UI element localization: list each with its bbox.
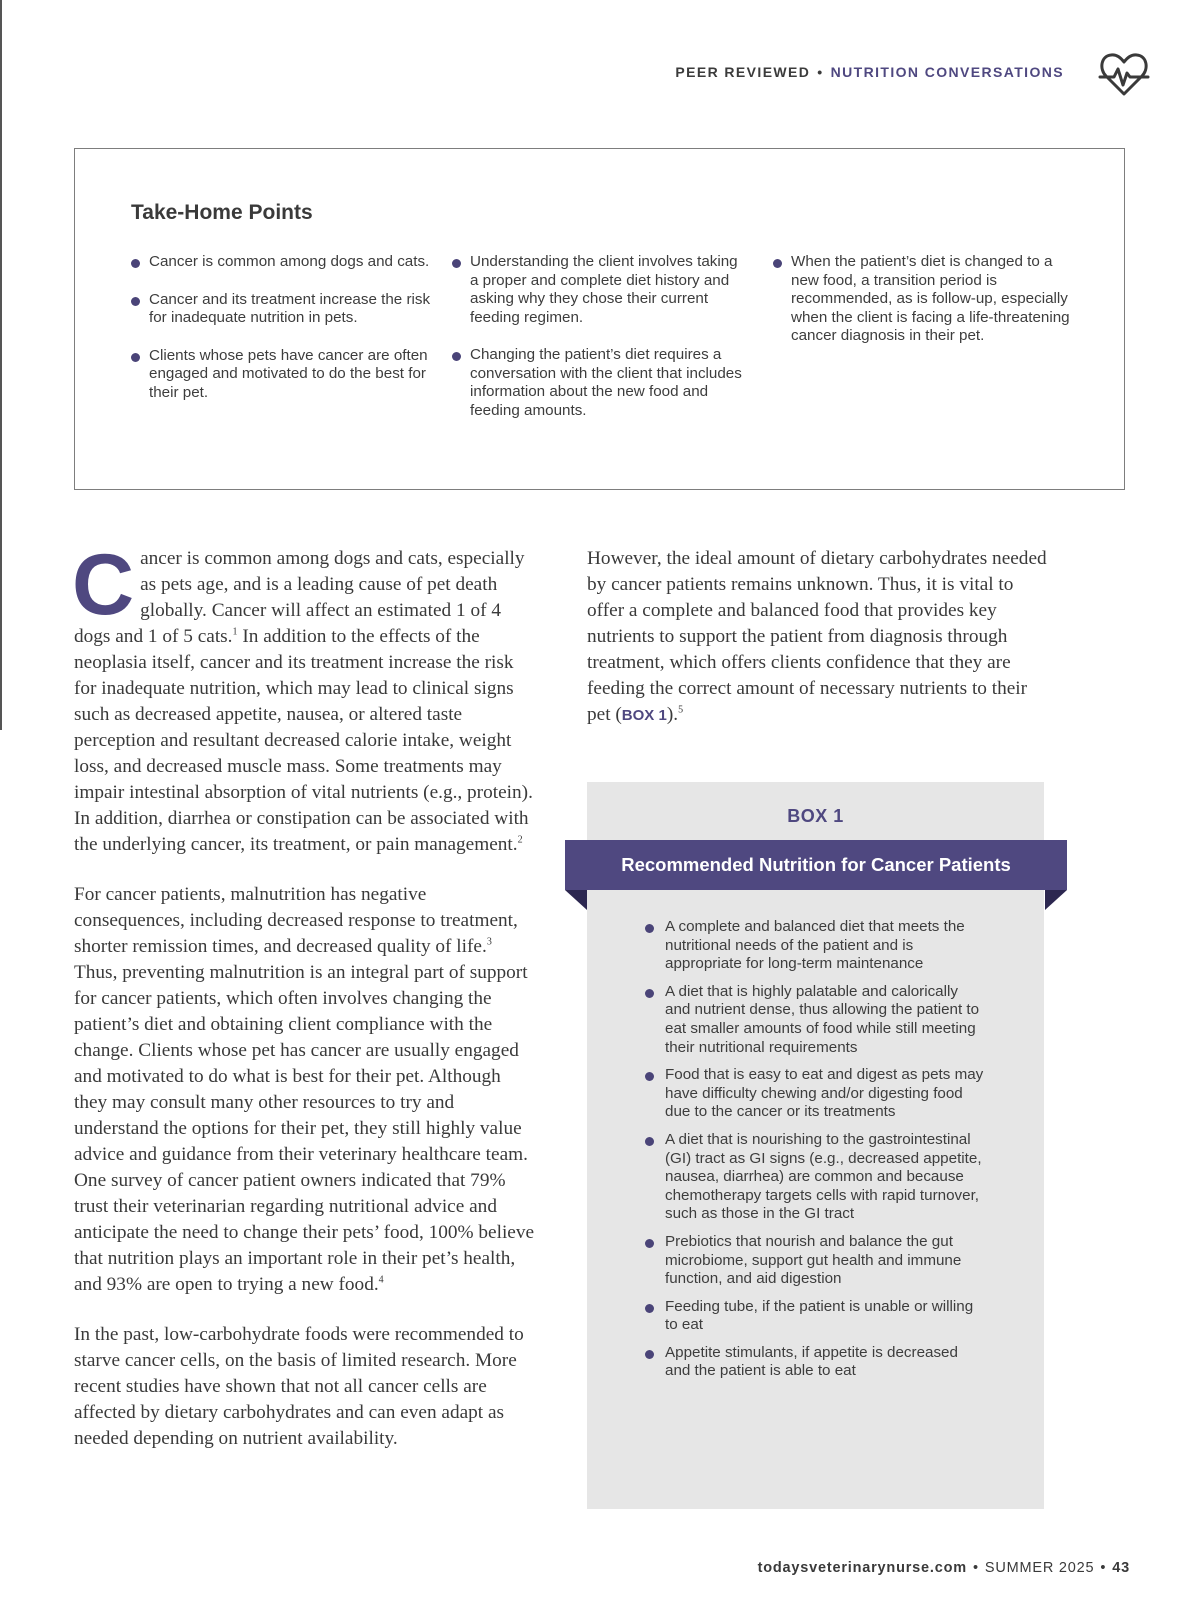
- paragraph-text: In addition to the effects of the neoplasia itself, cancer and its treatment increase the risk for inadequate nutrition, which may lead to clinical signs such as decreased appetite, nausea, or altered taste perception and resultant decreased calorie intake, weight loss, and decreased muscle mass. Some treatments may impair intestinal absorption of vital nutrients (e.g., protein). In addition, diarrhea or constipation can be associated with the underlying cancer, its treatment, or pain management.: [74, 626, 533, 855]
- reference-superscript: 4: [378, 1274, 384, 1286]
- footer-separator: •: [972, 1560, 979, 1576]
- article-paragraph-2: [74, 882, 536, 1298]
- drop-cap: C: [72, 537, 135, 633]
- running-header: [675, 64, 1064, 80]
- page-footer: [758, 1560, 1130, 1576]
- box-1-reference-link[interactable]: BOX 1: [621, 707, 667, 724]
- footer-separator: •: [1100, 1560, 1107, 1576]
- article-paragraph-1: [72, 537, 536, 858]
- paragraph-text: Thus, preventing malnutrition is an integral part of support for cancer patients, which often involves changing the patient’s diet and obtaining client compliance with the change. Clients whose pet has cancer are usually engaged and motivated to do what is best for their pet. Although they may consult many other resources to try and understand the options for their pet, they still highly value advice and guidance from their veterinary healthcare team. One survey of cancer patient owners indicated that 79% trust their veterinarian regarding nutritional advice and anticipate the need to change their pets’ food, 100% believe that nutrition plays an important role in their pet’s health, and 93% are open to trying a new food.: [74, 962, 535, 1295]
- peer-reviewed-label: PEER REVIEWED: [675, 64, 811, 80]
- box-1-list: [645, 918, 985, 1390]
- box-1-item: Prebiotics that nourish and balance the gut microbiome, support gut health and immune function, and aid digestion: [645, 1233, 985, 1289]
- box-1-item: A complete and balanced diet that meets the nutritional needs of the patient and is appropriate for long-term maintenance: [645, 918, 985, 974]
- article-left-column: [72, 537, 536, 1476]
- paragraph-text: For cancer patients, malnutrition has negative consequences, including decreased response to treatment, shorter remission times, and decreased quality of life.: [74, 884, 518, 957]
- box-1-item: Food that is easy to eat and digest as pets may have difficulty chewing and/or digesting food due to the cancer or its treatments: [645, 1066, 985, 1122]
- take-home-points-box: [74, 148, 1125, 490]
- take-home-point: Clients whose pets have cancer are often engaged and motivated to do the best for their pet.: [131, 347, 431, 403]
- box-1-item: A diet that is highly palatable and calorically and nutrient dense, thus allowing the patient to eat smaller amounts of food while still meeting their nutritional requirements: [645, 983, 985, 1057]
- reference-superscript: 2: [517, 834, 523, 846]
- take-home-column-1: [131, 253, 431, 421]
- article-paragraph-4: [587, 546, 1047, 729]
- reference-superscript: 1: [232, 626, 238, 638]
- footer-website-link[interactable]: todaysveterinarynurse.com: [757, 1560, 967, 1576]
- box-1-item: Appetite stimulants, if appetite is decreased and the patient is able to eat: [645, 1344, 985, 1381]
- article-right-column: [587, 546, 1047, 729]
- header-separator: •: [817, 64, 824, 80]
- page-edge-rule: [0, 0, 2, 730]
- take-home-column-3: [773, 253, 1071, 365]
- reference-superscript: 3: [486, 936, 492, 948]
- page-number: 43: [1112, 1560, 1130, 1576]
- box-1-item: Feeding tube, if the patient is unable or willing to eat: [645, 1298, 985, 1335]
- reference-superscript: 5: [678, 704, 684, 716]
- paragraph-text: However, the ideal amount of dietary carbohydrates needed by cancer patients remains unknown. Thus, it is vital to offer a complete and balanced food that provides key nutrients to support the patient from diagnosis through treatment, which offers clients confidence that they are feeding the correct amount of necessary nutrients to their pet (: [587, 548, 1047, 725]
- take-home-point: Understanding the client involves taking a proper and complete diet history and asking why they chose their current feeding regimen.: [452, 253, 744, 327]
- take-home-point: Cancer and its treatment increase the risk for inadequate nutrition in pets.: [131, 291, 431, 328]
- paragraph-text: ).: [666, 704, 679, 725]
- take-home-point: When the patient’s diet is changed to a new food, a transition period is recommended, as is follow-up, especially when the client is facing a life-threatening cancer diagnosis in their pet.: [773, 253, 1071, 346]
- take-home-title: Take-Home Points: [131, 201, 313, 224]
- box-1-label: BOX 1: [787, 806, 844, 826]
- take-home-point: Cancer is common among dogs and cats.: [131, 253, 431, 272]
- box-1-title-ribbon: Recommended Nutrition for Cancer Patients: [565, 840, 1067, 890]
- ribbon-fold-right: [1045, 890, 1067, 910]
- take-home-point: Changing the patient’s diet requires a conversation with the client that includes information about the new food and feeding amounts.: [452, 346, 744, 420]
- ribbon-fold-left: [565, 890, 587, 910]
- box-1-item: A diet that is nourishing to the gastrointestinal (GI) tract as GI signs (e.g., decreased appetite, nausea, diarrhea) are common and because chemotherapy targets cells with rapid turnover, such as those in the GI tract: [645, 1131, 985, 1224]
- heartbeat-heart-icon: [1098, 50, 1150, 98]
- take-home-column-2: [452, 253, 744, 439]
- paragraph-text: ancer is common among dogs and cats, especially as pets age, and is a leading cause of pet death globally. Cancer will affect an estimated 1 of 4 dogs and 1 of 5 cats.: [74, 548, 525, 647]
- article-paragraph-3: In the past, low-carbohydrate foods were recommended to starve cancer cells, on the basis of limited research. More recent studies have shown that not all cancer cells are affected by dietary carbohydrates and can even adapt as needed depending on nutrient availability.: [74, 1324, 524, 1449]
- section-label: NUTRITION CONVERSATIONS: [830, 64, 1064, 80]
- footer-issue: SUMMER 2025: [984, 1560, 1095, 1576]
